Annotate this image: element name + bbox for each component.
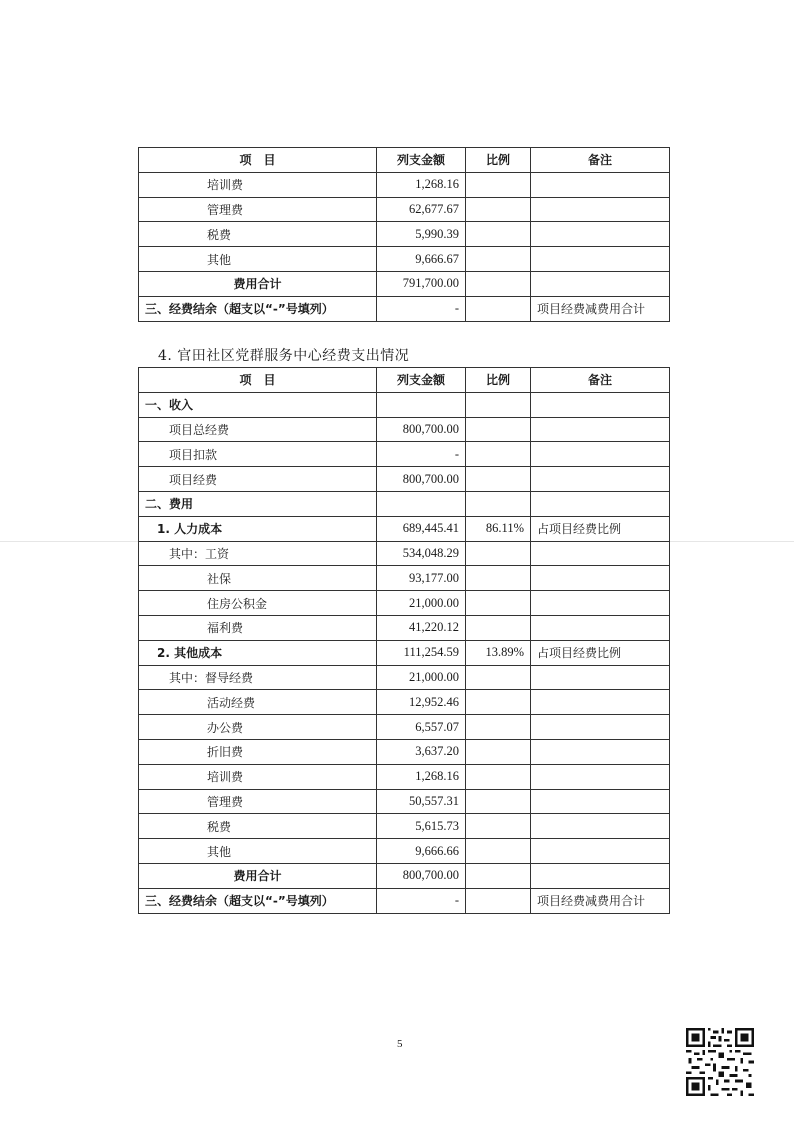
row-note xyxy=(531,839,670,864)
row-note xyxy=(531,417,670,442)
table-row xyxy=(139,271,670,296)
row-note xyxy=(531,789,670,814)
row-ratio xyxy=(466,863,531,888)
row-ratio xyxy=(466,739,531,764)
qr-code-icon xyxy=(686,1028,754,1096)
row-amount: 62,677.67 xyxy=(377,197,466,222)
row-ratio xyxy=(466,665,531,690)
row-label: 费用合计 xyxy=(139,863,377,888)
row-label: 项目经费 xyxy=(139,467,377,492)
row-label: 项目总经费 xyxy=(139,417,377,442)
row-ratio xyxy=(466,172,531,197)
table-row xyxy=(139,665,670,690)
row-amount: 3,637.20 xyxy=(377,739,466,764)
table-header-row xyxy=(139,368,670,393)
row-ratio xyxy=(466,888,531,913)
row-ratio xyxy=(466,591,531,616)
row-ratio xyxy=(466,222,531,247)
row-amount: 9,666.66 xyxy=(377,839,466,864)
row-note xyxy=(531,491,670,516)
row-label: 培训费 xyxy=(139,172,377,197)
header-ratio: 比例 xyxy=(466,148,531,173)
row-amount: 12,952.46 xyxy=(377,690,466,715)
header-item: 项 目 xyxy=(139,148,377,173)
row-ratio xyxy=(466,566,531,591)
section-heading: 4. 官田社区党群服务中心经费支出情况 xyxy=(158,348,410,364)
table-row xyxy=(139,442,670,467)
table-row xyxy=(139,615,670,640)
table-row xyxy=(139,417,670,442)
row-label: 住房公积金 xyxy=(139,591,377,616)
table-row xyxy=(139,566,670,591)
table-row xyxy=(139,814,670,839)
row-ratio xyxy=(466,197,531,222)
row-note xyxy=(531,665,670,690)
table-row xyxy=(139,541,670,566)
row-amount: - xyxy=(377,888,466,913)
header-note: 备注 xyxy=(531,368,670,393)
expense-table-guantian xyxy=(138,367,670,914)
header-amount: 列支金额 xyxy=(377,148,466,173)
row-amount: 50,557.31 xyxy=(377,789,466,814)
row-amount: 5,990.39 xyxy=(377,222,466,247)
row-note xyxy=(531,197,670,222)
row-label: 管理费 xyxy=(139,197,377,222)
row-ratio xyxy=(466,541,531,566)
row-ratio xyxy=(466,491,531,516)
row-label: 三、经费结余（超支以“-”号填列） xyxy=(139,296,377,321)
table-header-row xyxy=(139,148,670,173)
row-amount: 21,000.00 xyxy=(377,591,466,616)
row-note xyxy=(531,863,670,888)
row-amount: 534,048.29 xyxy=(377,541,466,566)
expense-table-continued xyxy=(138,147,670,322)
row-label: 折旧费 xyxy=(139,739,377,764)
table-row xyxy=(139,247,670,272)
row-note xyxy=(531,739,670,764)
table-row xyxy=(139,863,670,888)
row-amount: 791,700.00 xyxy=(377,271,466,296)
table-row xyxy=(139,172,670,197)
row-label: 二、费用 xyxy=(139,491,377,516)
header-item: 项 目 xyxy=(139,368,377,393)
table-row xyxy=(139,591,670,616)
row-note xyxy=(531,467,670,492)
row-note: 占项目经费比例 xyxy=(531,640,670,665)
row-label: 一、收入 xyxy=(139,392,377,417)
row-amount: 800,700.00 xyxy=(377,467,466,492)
row-label: 2. 其他成本 xyxy=(139,640,377,665)
row-label: 三、经费结余（超支以“-”号填列） xyxy=(139,888,377,913)
row-amount: 93,177.00 xyxy=(377,566,466,591)
row-amount: 6,557.07 xyxy=(377,715,466,740)
page-number: 5 xyxy=(397,1038,403,1050)
row-note xyxy=(531,172,670,197)
row-ratio xyxy=(466,839,531,864)
row-label: 其他 xyxy=(139,839,377,864)
row-note: 项目经费减费用合计 xyxy=(531,888,670,913)
row-amount: 41,220.12 xyxy=(377,615,466,640)
row-ratio xyxy=(466,417,531,442)
table-row xyxy=(139,690,670,715)
row-ratio xyxy=(466,690,531,715)
row-amount: 1,268.16 xyxy=(377,764,466,789)
row-amount: 21,000.00 xyxy=(377,665,466,690)
header-amount: 列支金额 xyxy=(377,368,466,393)
row-ratio xyxy=(466,789,531,814)
row-note xyxy=(531,690,670,715)
row-ratio xyxy=(466,442,531,467)
row-note xyxy=(531,271,670,296)
row-ratio: 86.11% xyxy=(466,516,531,541)
row-label: 其中：工资 xyxy=(139,541,377,566)
row-amount: 5,615.73 xyxy=(377,814,466,839)
table-row xyxy=(139,640,670,665)
row-label: 培训费 xyxy=(139,764,377,789)
row-note xyxy=(531,247,670,272)
table-row xyxy=(139,222,670,247)
row-amount: 9,666.67 xyxy=(377,247,466,272)
row-label: 活动经费 xyxy=(139,690,377,715)
header-ratio: 比例 xyxy=(466,368,531,393)
row-amount: 1,268.16 xyxy=(377,172,466,197)
row-ratio xyxy=(466,814,531,839)
row-ratio xyxy=(466,467,531,492)
row-note xyxy=(531,392,670,417)
row-note xyxy=(531,541,670,566)
row-note xyxy=(531,222,670,247)
row-label: 办公费 xyxy=(139,715,377,740)
row-ratio xyxy=(466,392,531,417)
row-amount: 689,445.41 xyxy=(377,516,466,541)
row-ratio: 13.89% xyxy=(466,640,531,665)
header-note: 备注 xyxy=(531,148,670,173)
row-label: 1. 人力成本 xyxy=(139,516,377,541)
row-amount: 800,700.00 xyxy=(377,417,466,442)
table-row xyxy=(139,516,670,541)
row-note xyxy=(531,764,670,789)
table-row xyxy=(139,491,670,516)
row-amount xyxy=(377,491,466,516)
row-label: 税费 xyxy=(139,222,377,247)
row-label: 其他 xyxy=(139,247,377,272)
row-note xyxy=(531,442,670,467)
row-ratio xyxy=(466,715,531,740)
row-label: 社保 xyxy=(139,566,377,591)
row-note xyxy=(531,615,670,640)
row-note: 占项目经费比例 xyxy=(531,516,670,541)
row-note xyxy=(531,566,670,591)
table-row xyxy=(139,764,670,789)
row-amount: - xyxy=(377,296,466,321)
table-row xyxy=(139,467,670,492)
row-amount: 800,700.00 xyxy=(377,863,466,888)
row-amount xyxy=(377,392,466,417)
row-note xyxy=(531,591,670,616)
row-ratio xyxy=(466,271,531,296)
row-label: 其中：督导经费 xyxy=(139,665,377,690)
table-row xyxy=(139,392,670,417)
table-row xyxy=(139,839,670,864)
row-amount: - xyxy=(377,442,466,467)
table-row xyxy=(139,888,670,913)
row-note xyxy=(531,814,670,839)
row-ratio xyxy=(466,247,531,272)
table-row xyxy=(139,739,670,764)
table-row xyxy=(139,296,670,321)
row-note xyxy=(531,715,670,740)
row-note: 项目经费减费用合计 xyxy=(531,296,670,321)
row-label: 福利费 xyxy=(139,615,377,640)
row-label: 税费 xyxy=(139,814,377,839)
row-ratio xyxy=(466,764,531,789)
table-row xyxy=(139,197,670,222)
row-ratio xyxy=(466,296,531,321)
table-row xyxy=(139,789,670,814)
row-label: 费用合计 xyxy=(139,271,377,296)
table-row xyxy=(139,715,670,740)
row-label: 管理费 xyxy=(139,789,377,814)
row-amount: 111,254.59 xyxy=(377,640,466,665)
row-ratio xyxy=(466,615,531,640)
row-label: 项目扣款 xyxy=(139,442,377,467)
